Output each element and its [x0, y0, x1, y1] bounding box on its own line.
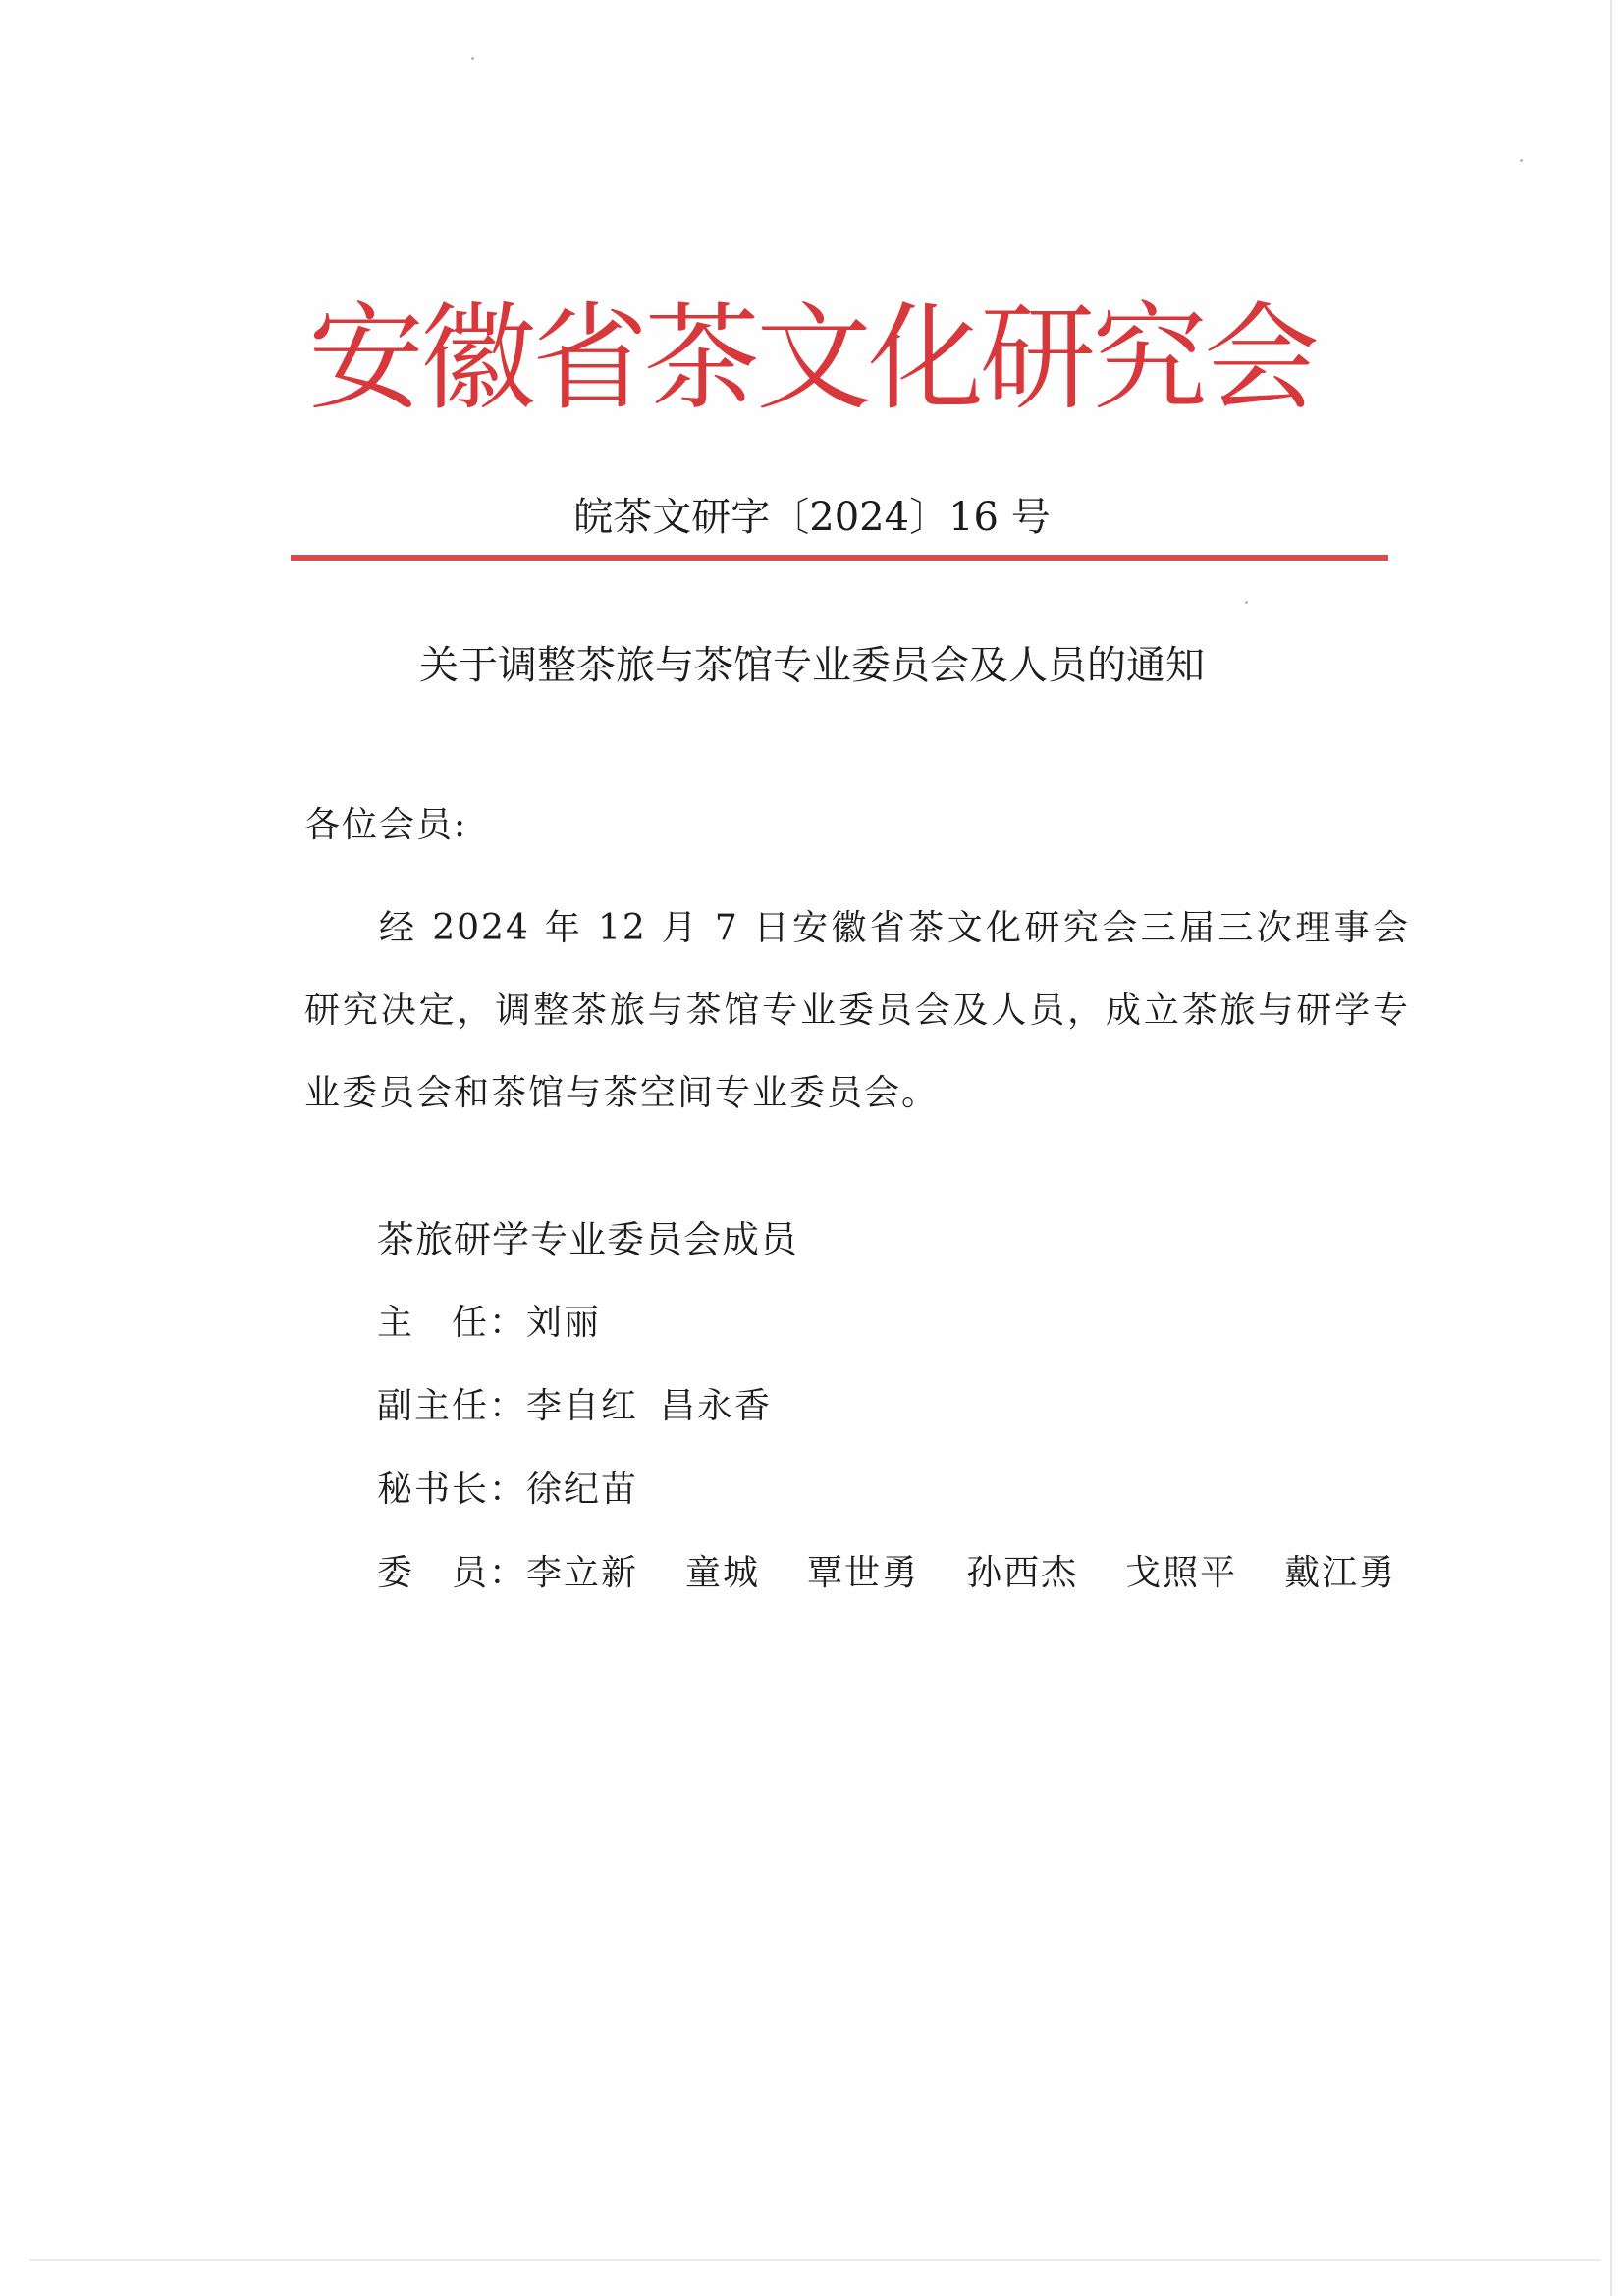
deputy-director-names [526, 1386, 772, 1426]
red-divider-line [291, 555, 1388, 561]
organization-title: 安徽省茶文化研究会 [307, 291, 1316, 426]
scan-speck [1245, 601, 1248, 604]
director-names [526, 1303, 601, 1343]
scan-speck [471, 57, 474, 60]
member-name: 童城 [685, 1553, 761, 1593]
member-name: 徐纪苗 [526, 1469, 639, 1510]
salutation: 各位会员: [304, 805, 468, 845]
scan-speck [1520, 159, 1523, 162]
members-label: 委 员： [377, 1553, 527, 1593]
director-label: 主 任： [377, 1303, 527, 1343]
secretary-general-row [377, 1468, 638, 1513]
member-name: 戈照平 [1125, 1553, 1238, 1593]
member-name: 李自红 [526, 1386, 639, 1426]
member-name: 刘丽 [526, 1303, 602, 1343]
member-name: 戴江勇 [1284, 1553, 1397, 1593]
member-name: 昌永香 [660, 1386, 773, 1426]
deputy-director-label: 副主任： [377, 1386, 527, 1426]
members-names [526, 1553, 1396, 1593]
document-number: 皖茶文研字〔2024〕16 号 [573, 495, 1051, 540]
committee-heading: 茶旅研学专业委员会成员 [377, 1218, 799, 1261]
member-name: 孙西杰 [966, 1553, 1079, 1593]
notice-title: 关于调整茶旅与茶馆专业委员会及人员的通知 [419, 643, 1205, 688]
members-row [377, 1551, 1396, 1596]
notice-body: 经 2024 年 12 月 7 日安徽省茶文化研究会三届三次理事会研究决定，调整茶旅与茶馆专业委员会及人员，成立茶旅与研学专业委员会和茶馆与茶空间专业委员会。 [304, 908, 1410, 1113]
deputy-director-row [377, 1384, 772, 1429]
scan-edge [29, 2259, 1600, 2261]
member-name: 李立新 [526, 1553, 639, 1593]
secretary-general-names [526, 1469, 638, 1510]
secretary-general-label: 秘书长： [377, 1469, 527, 1510]
member-name: 覃世勇 [807, 1553, 920, 1593]
director-row [377, 1301, 601, 1346]
